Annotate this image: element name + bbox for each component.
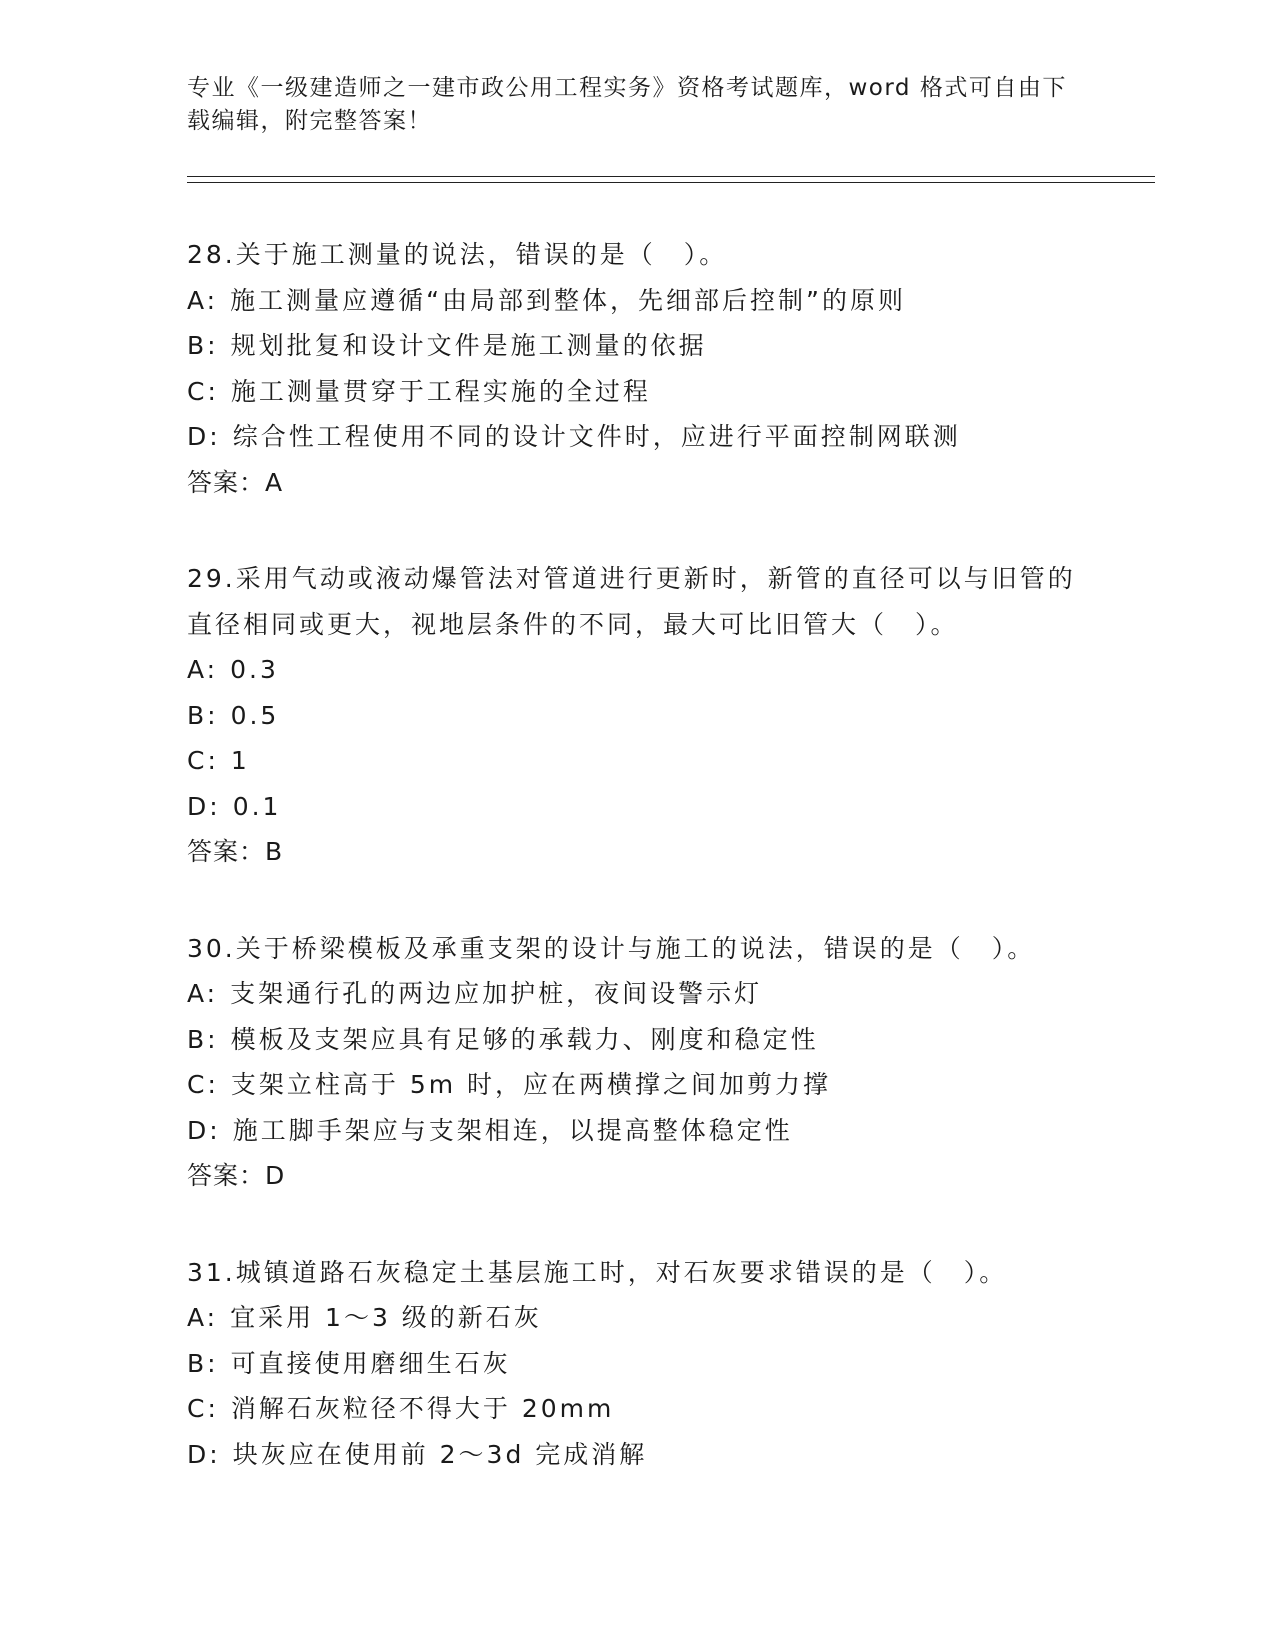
option-c	[187, 738, 1147, 784]
option-text: 综合性工程使用不同的设计文件时，应进行平面控制网联测	[232, 422, 961, 451]
header-rule-top	[187, 176, 1155, 177]
option-key: D:	[187, 1115, 221, 1145]
option-key: D:	[187, 422, 221, 451]
question-stem: 28.关于施工测量的说法，错误的是（ ）。	[187, 240, 728, 269]
option-text: 施工测量贯穿于工程实施的全过程	[230, 376, 651, 406]
option-c	[187, 1386, 1147, 1432]
option-d	[187, 784, 1147, 830]
option-text: 0.1	[232, 791, 282, 821]
question-list	[187, 232, 1147, 1528]
option-d	[187, 1432, 1147, 1478]
document-header	[187, 72, 1087, 138]
option-c	[187, 369, 1147, 415]
answer-label: 答案：D	[187, 1161, 286, 1190]
option-key: A:	[187, 655, 219, 684]
answer-label: 答案：A	[187, 467, 284, 497]
option-text: 块灰应在使用前 2～3d 完成消解	[232, 1439, 648, 1469]
option-key: C:	[187, 746, 219, 775]
option-key: B:	[187, 1024, 219, 1054]
option-key: A:	[187, 1303, 219, 1332]
header-rule-bottom	[187, 182, 1155, 183]
option-text: 施工脚手架应与支架相连，以提高整体稳定性	[232, 1115, 793, 1145]
option-key: B:	[187, 1348, 219, 1378]
question-31	[187, 1250, 1147, 1478]
option-text: 宜采用 1～3 级的新石灰	[230, 1303, 542, 1332]
option-key: D:	[187, 1439, 221, 1469]
question-28	[187, 232, 1147, 505]
option-text: 施工测量应遵循“由局部到整体，先细部后控制”的原则	[230, 285, 906, 315]
option-b	[187, 1341, 1147, 1387]
option-text: 0.3	[230, 655, 279, 684]
option-c	[187, 1062, 1147, 1108]
option-text: 规划批复和设计文件是施工测量的依据	[230, 331, 707, 360]
option-a	[187, 647, 1147, 693]
option-text: 模板及支架应具有足够的承载力、刚度和稳定性	[230, 1024, 819, 1054]
option-text: 1	[230, 746, 250, 775]
option-key: B:	[187, 700, 219, 730]
option-text: 支架通行孔的两边应加护桩，夜间设警示灯	[230, 979, 763, 1008]
question-stem: 30.关于桥梁模板及承重支架的设计与施工的说法，错误的是（ ）。	[187, 933, 1036, 963]
option-text: 消解石灰粒径不得大于 20mm	[230, 1394, 615, 1423]
option-key: B:	[187, 331, 219, 360]
option-a	[187, 278, 1147, 324]
answer-label: 答案：B	[187, 837, 284, 866]
option-key: C:	[187, 376, 219, 406]
option-a	[187, 1295, 1147, 1341]
option-key: A:	[187, 979, 219, 1008]
question-stem: 31.城镇道路石灰稳定土基层施工时，对石灰要求错误的是（ ）。	[187, 1257, 1008, 1287]
option-b	[187, 323, 1147, 369]
question-30	[187, 926, 1147, 1199]
option-key: C:	[187, 1070, 219, 1099]
option-b	[187, 1017, 1147, 1063]
header-line-2: 载编辑，附完整答案！	[187, 108, 432, 134]
option-text: 可直接使用磨细生石灰	[230, 1348, 511, 1378]
option-key: A:	[187, 285, 219, 315]
option-a	[187, 971, 1147, 1017]
option-d	[187, 414, 1147, 460]
option-text: 0.5	[230, 700, 280, 730]
option-key: D:	[187, 791, 221, 821]
question-stem: 29.采用气动或液动爆管法对管道进行更新时，新管的直径可以与旧管的直径相同或更大，视地层条件的不同，最大可比旧管大（ ）。	[187, 564, 1076, 639]
option-b	[187, 693, 1147, 739]
option-text: 支架立柱高于 5m 时，应在两横撑之间加剪力撑	[230, 1070, 832, 1099]
option-key: C:	[187, 1394, 219, 1423]
option-d	[187, 1108, 1147, 1154]
question-29	[187, 556, 1147, 875]
header-line-1: 专业《一级建造师之一建市政公用工程实务》资格考试题库，word 格式可自由下	[187, 75, 1067, 101]
